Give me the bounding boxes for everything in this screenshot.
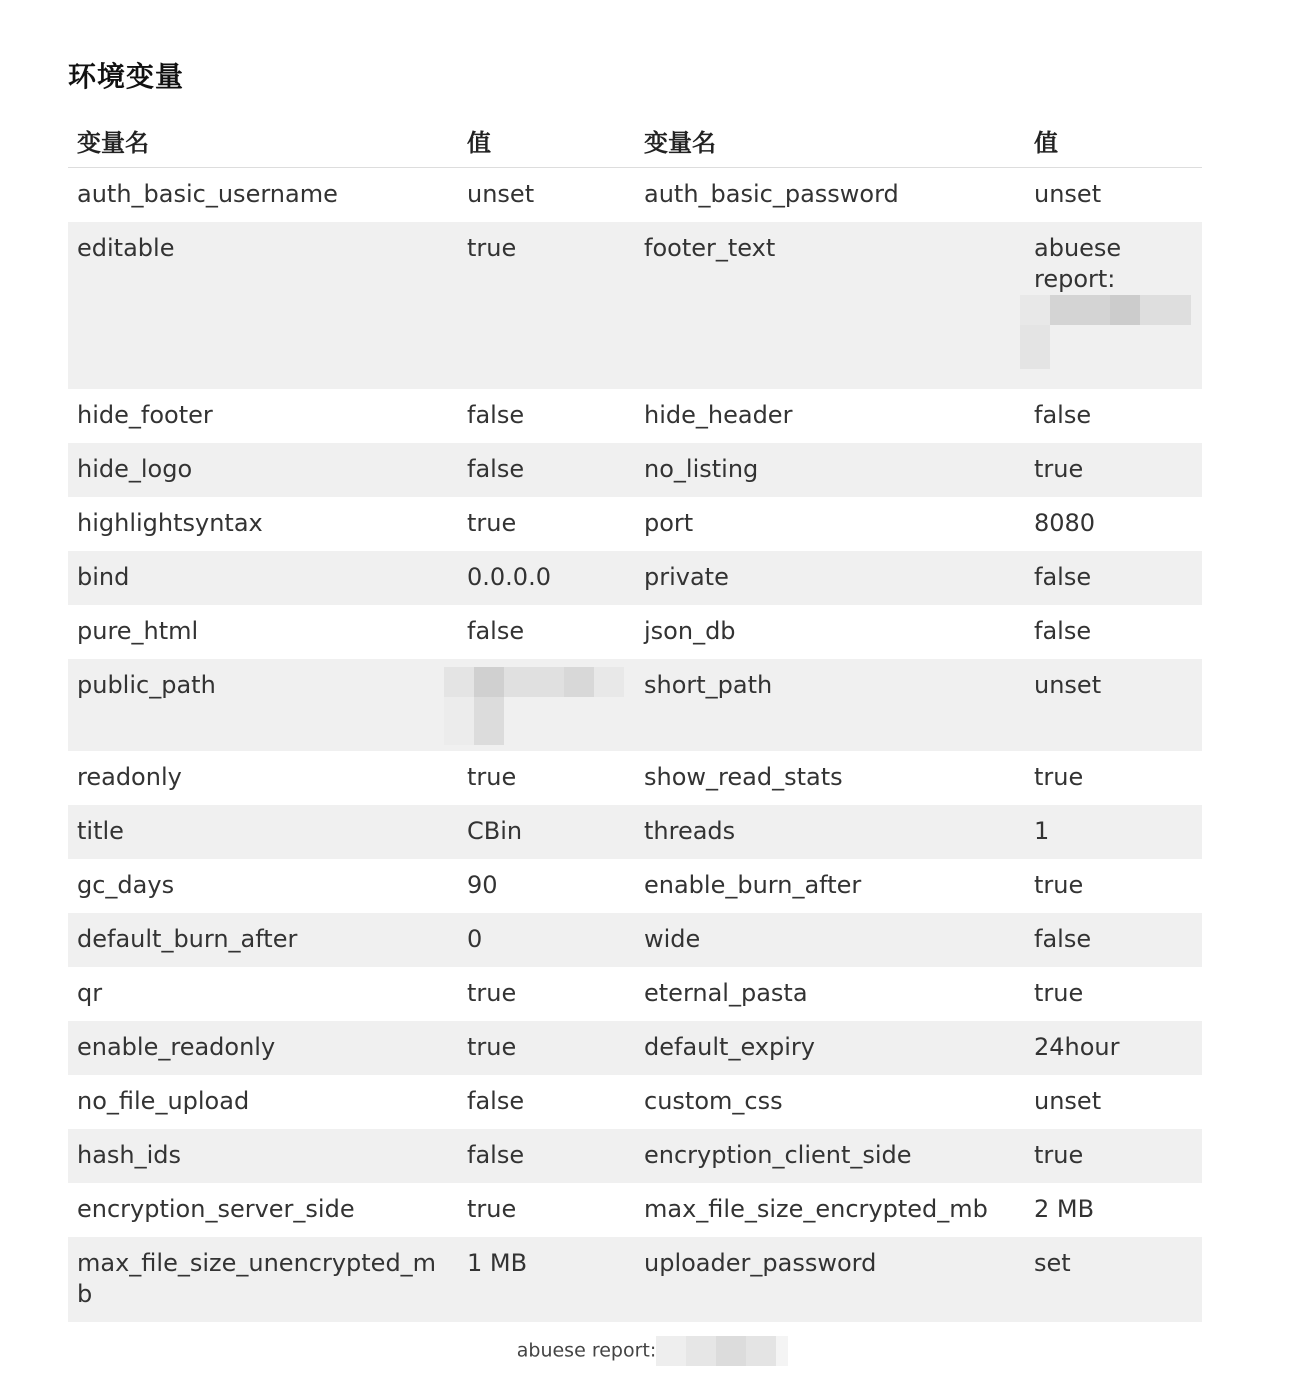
variable-value: true <box>1034 979 1084 1007</box>
variable-value: 8080 <box>1034 509 1096 537</box>
table-row <box>68 967 1202 1021</box>
variable-name-cell <box>68 751 458 805</box>
variable-value-cell <box>1025 605 1202 659</box>
header-name-2: 变量名 <box>635 113 1025 168</box>
variable-name-cell <box>635 1075 1025 1129</box>
variable-name-cell <box>635 389 1025 443</box>
variable-name-cell <box>635 443 1025 497</box>
variable-value-cell <box>1025 443 1202 497</box>
variable-name: no_listing <box>644 455 759 483</box>
variable-value: unset <box>1034 671 1102 699</box>
table-row <box>68 443 1202 497</box>
variable-name-cell <box>635 222 1025 389</box>
variable-value-cell <box>458 913 635 967</box>
variable-name-cell <box>635 967 1025 1021</box>
variable-name: custom_css <box>644 1087 783 1115</box>
table-row <box>68 605 1202 659</box>
variable-value: false <box>1034 563 1092 591</box>
variable-value-cell <box>1025 168 1202 223</box>
footer-text: abuese report: <box>516 1339 657 1362</box>
header-value-2: 值 <box>1025 113 1202 168</box>
variable-name-cell <box>68 551 458 605</box>
variable-value-cell <box>1025 551 1202 605</box>
page-footer <box>0 1336 1305 1366</box>
variable-name: hide_header <box>644 401 793 429</box>
variable-value: 1 <box>1034 817 1050 845</box>
variable-value: unset <box>1034 1087 1102 1115</box>
variable-value: false <box>467 1087 525 1115</box>
variable-name: pure_html <box>77 617 199 645</box>
variable-name-cell <box>68 1129 458 1183</box>
variable-value: true <box>467 1033 517 1061</box>
table-row <box>68 751 1202 805</box>
variable-name: private <box>644 563 729 591</box>
variable-value-cell <box>1025 497 1202 551</box>
variable-name-cell <box>68 168 458 223</box>
table-row <box>68 1237 1202 1322</box>
variable-name-cell <box>68 1075 458 1129</box>
env-vars-table <box>68 113 1202 1322</box>
table-row <box>68 805 1202 859</box>
redacted-footer-text <box>1020 295 1191 377</box>
variable-value-cell <box>1025 967 1202 1021</box>
variable-name-cell <box>68 805 458 859</box>
variable-name-cell <box>635 1021 1025 1075</box>
variable-value-cell <box>458 1237 635 1322</box>
variable-value: 1 MB <box>467 1249 528 1277</box>
variable-name-cell <box>68 389 458 443</box>
table-row <box>68 389 1202 443</box>
variable-value: CBin <box>467 817 523 845</box>
variable-name: eternal_pasta <box>644 979 808 1007</box>
variable-value: 0.0.0.0 <box>467 563 551 591</box>
variable-name-cell <box>635 1237 1025 1322</box>
header-value-1: 值 <box>458 113 635 168</box>
variable-name-cell <box>68 1183 458 1237</box>
variable-value: false <box>1034 617 1092 645</box>
variable-value-cell <box>1025 1183 1202 1237</box>
variable-value-cell <box>458 222 635 389</box>
variable-value: false <box>467 401 525 429</box>
variable-value-cell <box>458 551 635 605</box>
variable-value-cell <box>1025 1021 1202 1075</box>
variable-name-cell <box>635 859 1025 913</box>
variable-name-cell <box>635 805 1025 859</box>
variable-name: qr <box>77 979 103 1007</box>
variable-name-cell <box>68 913 458 967</box>
variable-value-cell <box>458 1129 635 1183</box>
variable-value-cell <box>458 967 635 1021</box>
variable-value-cell <box>1025 1129 1202 1183</box>
variable-value: 2 MB <box>1034 1195 1095 1223</box>
variable-value-cell <box>1025 389 1202 443</box>
variable-value-cell <box>1025 1237 1202 1322</box>
variable-name: encryption_server_side <box>77 1195 355 1223</box>
variable-value: 90 <box>467 871 498 899</box>
variable-name: default_burn_after <box>77 925 298 953</box>
variable-name: threads <box>644 817 736 845</box>
variable-value: false <box>1034 925 1092 953</box>
variable-name: json_db <box>644 617 736 645</box>
variable-name-cell <box>635 659 1025 751</box>
redacted-footer-link <box>656 1336 788 1366</box>
variable-value: true <box>467 1195 517 1223</box>
variable-value-cell <box>458 389 635 443</box>
variable-name: enable_readonly <box>77 1033 276 1061</box>
variable-value: true <box>1034 1141 1084 1169</box>
variable-name: hide_logo <box>77 455 193 483</box>
variable-name-cell <box>68 222 458 389</box>
table-row <box>68 1129 1202 1183</box>
variable-value-cell <box>458 751 635 805</box>
table-row <box>68 551 1202 605</box>
variable-name: show_read_stats <box>644 763 843 791</box>
variable-value-cell <box>458 1021 635 1075</box>
variable-name: auth_basic_username <box>77 180 338 208</box>
variable-value: false <box>467 617 525 645</box>
variable-value-cell <box>1025 659 1202 751</box>
variable-value-cell <box>1025 805 1202 859</box>
variable-value-cell <box>458 443 635 497</box>
variable-name-cell <box>68 605 458 659</box>
variable-name-cell <box>68 967 458 1021</box>
variable-name: short_path <box>644 671 773 699</box>
variable-name: max_file_size_encrypted_mb <box>644 1195 988 1223</box>
variable-value-cell <box>458 605 635 659</box>
variable-value: true <box>1034 763 1084 791</box>
variable-value-cell <box>458 1075 635 1129</box>
table-row <box>68 168 1202 223</box>
variable-name: encryption_client_side <box>644 1141 912 1169</box>
variable-name: title <box>77 817 124 845</box>
variable-value: true <box>1034 455 1084 483</box>
variable-value: false <box>467 455 525 483</box>
variable-name: auth_basic_password <box>644 180 899 208</box>
redacted-public-path <box>444 667 624 745</box>
variable-value-cell <box>1025 222 1202 389</box>
table-row <box>68 497 1202 551</box>
variable-value: true <box>467 509 517 537</box>
variable-value: unset <box>467 180 535 208</box>
variable-name: port <box>644 509 694 537</box>
variable-value-cell <box>1025 751 1202 805</box>
variable-name: gc_days <box>77 871 175 899</box>
variable-value: true <box>467 763 517 791</box>
variable-value: unset <box>1034 180 1102 208</box>
variable-value: 24hour <box>1034 1033 1120 1061</box>
variable-value: false <box>467 1141 525 1169</box>
variable-name-cell <box>68 443 458 497</box>
variable-name: hide_footer <box>77 401 213 429</box>
variable-name-cell <box>635 1183 1025 1237</box>
variable-value-cell <box>458 1183 635 1237</box>
variable-name-cell <box>635 751 1025 805</box>
variable-name: wide <box>644 925 701 953</box>
variable-name: uploader_password <box>644 1249 877 1277</box>
variable-value-cell <box>1025 913 1202 967</box>
table-row <box>68 913 1202 967</box>
variable-name: hash_ids <box>77 1141 182 1169</box>
variable-name: public_path <box>77 671 216 699</box>
variable-name: readonly <box>77 763 182 791</box>
table-row <box>68 222 1202 389</box>
variable-name: highlightsyntax <box>77 509 263 537</box>
variable-value-cell <box>458 168 635 223</box>
variable-name-cell <box>635 605 1025 659</box>
variable-name-cell <box>68 1021 458 1075</box>
variable-name-cell <box>635 168 1025 223</box>
variable-name-cell <box>635 497 1025 551</box>
table-header-row <box>68 113 1202 168</box>
variable-name: enable_burn_after <box>644 871 862 899</box>
variable-name: footer_text <box>644 234 776 262</box>
variable-name: bind <box>77 563 130 591</box>
variable-name: no_file_upload <box>77 1087 250 1115</box>
variable-value-cell <box>458 805 635 859</box>
variable-value-cell <box>458 659 635 751</box>
variable-value-cell <box>458 859 635 913</box>
variable-value: true <box>467 979 517 1007</box>
variable-name-cell <box>635 551 1025 605</box>
variable-name-cell <box>635 1129 1025 1183</box>
variable-value: set <box>1034 1249 1071 1277</box>
variable-value-cell <box>458 497 635 551</box>
table-row <box>68 1021 1202 1075</box>
variable-value: 0 <box>467 925 483 953</box>
header-name-1: 变量名 <box>68 113 458 168</box>
variable-name-cell <box>68 497 458 551</box>
variable-name-cell <box>635 913 1025 967</box>
table-row <box>68 659 1202 751</box>
section-title: 环境变量 <box>68 60 185 93</box>
variable-value-cell <box>1025 859 1202 913</box>
variable-value: false <box>1034 401 1092 429</box>
variable-name: default_expiry <box>644 1033 815 1061</box>
table-body <box>68 168 1202 1323</box>
variable-value-cell <box>1025 1075 1202 1129</box>
variable-name-cell <box>68 859 458 913</box>
table-row <box>68 859 1202 913</box>
variable-value: true <box>1034 871 1084 899</box>
variable-name: editable <box>77 234 175 262</box>
variable-value: abuese report: <box>1034 234 1122 293</box>
variable-name-cell <box>68 1237 458 1322</box>
variable-value: true <box>467 234 517 262</box>
variable-name-cell <box>68 659 458 751</box>
variable-name: max_file_size_unencrypted_mb <box>77 1249 437 1308</box>
table-row <box>68 1183 1202 1237</box>
table-row <box>68 1075 1202 1129</box>
